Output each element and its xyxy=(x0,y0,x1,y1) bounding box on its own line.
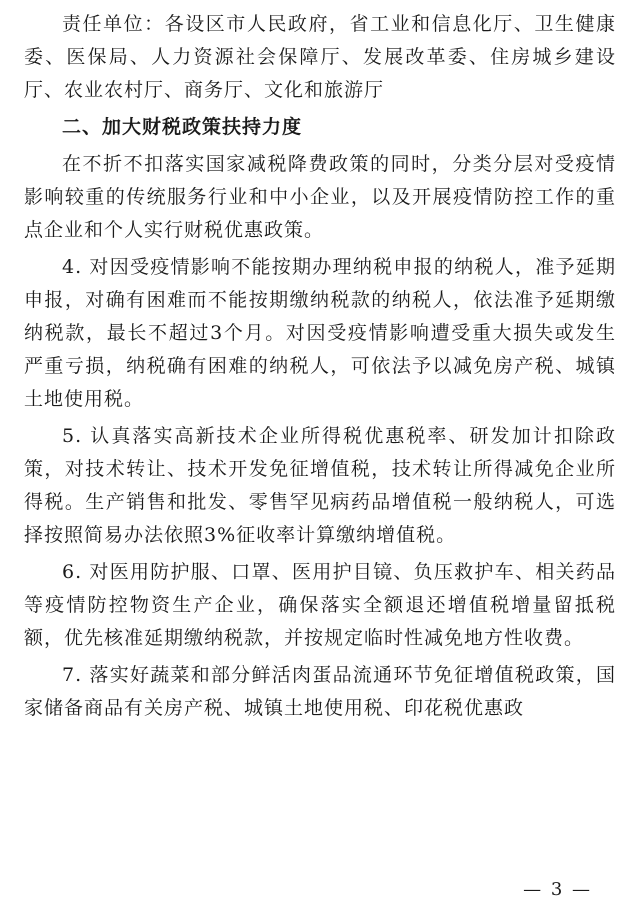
item-7-paragraph: 7. 落实好蔬菜和部分鲜活肉蛋品流通环节免征增值税政策，国家储备商品有关房产税、城镇土地使用税、印花税优惠政 xyxy=(24,664,616,719)
page-number: — 3 — xyxy=(523,879,592,900)
intro-paragraph: 在不折不扣落实国家减税降费政策的同时，分类分层对受疫情影响较重的传统服务行业和中小企业，以及开展疫情防控工作的重点企业和个人实行财税优惠政策。 xyxy=(24,153,616,241)
responsible-units-paragraph: 责任单位：各设区市人民政府，省工业和信息化厅、卫生健康委、医保局、人力资源社会保障厅、发展改革委、住房城乡建设厅、农业农村厅、商务厅、文化和旅游厅 xyxy=(24,13,616,101)
item-5-paragraph: 5. 认真落实高新技术企业所得税优惠税率、研发加计扣除政策，对技术转让、技术开发免征增值税，技术转让所得减免企业所得税。生产销售和批发、零售罕见病药品增值税一般纳税人，可选择按照简易办法依照3%征收率计算缴纳增值税。 xyxy=(24,425,616,546)
section-heading: 二、加大财税政策扶持力度 xyxy=(62,116,303,138)
item-6-paragraph: 6. 对医用防护服、口罩、医用护目镜、负压救护车、相关药品等疫情防控物资生产企业，确保落实全额退还增值税增量留抵税额，优先核准延期缴纳税款，并按规定临时性减免地方性收费。 xyxy=(24,561,616,649)
item-4-paragraph: 4. 对因受疫情影响不能按期办理纳税申报的纳税人，准予延期申报，对确有困难而不能按期缴纳税款的纳税人，依法准予延期缴纳税款，最长不超过3个月。对因受疫情影响遭受重大损失或发生严重亏损，纳税确有困难的纳税人，可依法予以减免房产税、城镇土地使用税。 xyxy=(24,256,616,410)
